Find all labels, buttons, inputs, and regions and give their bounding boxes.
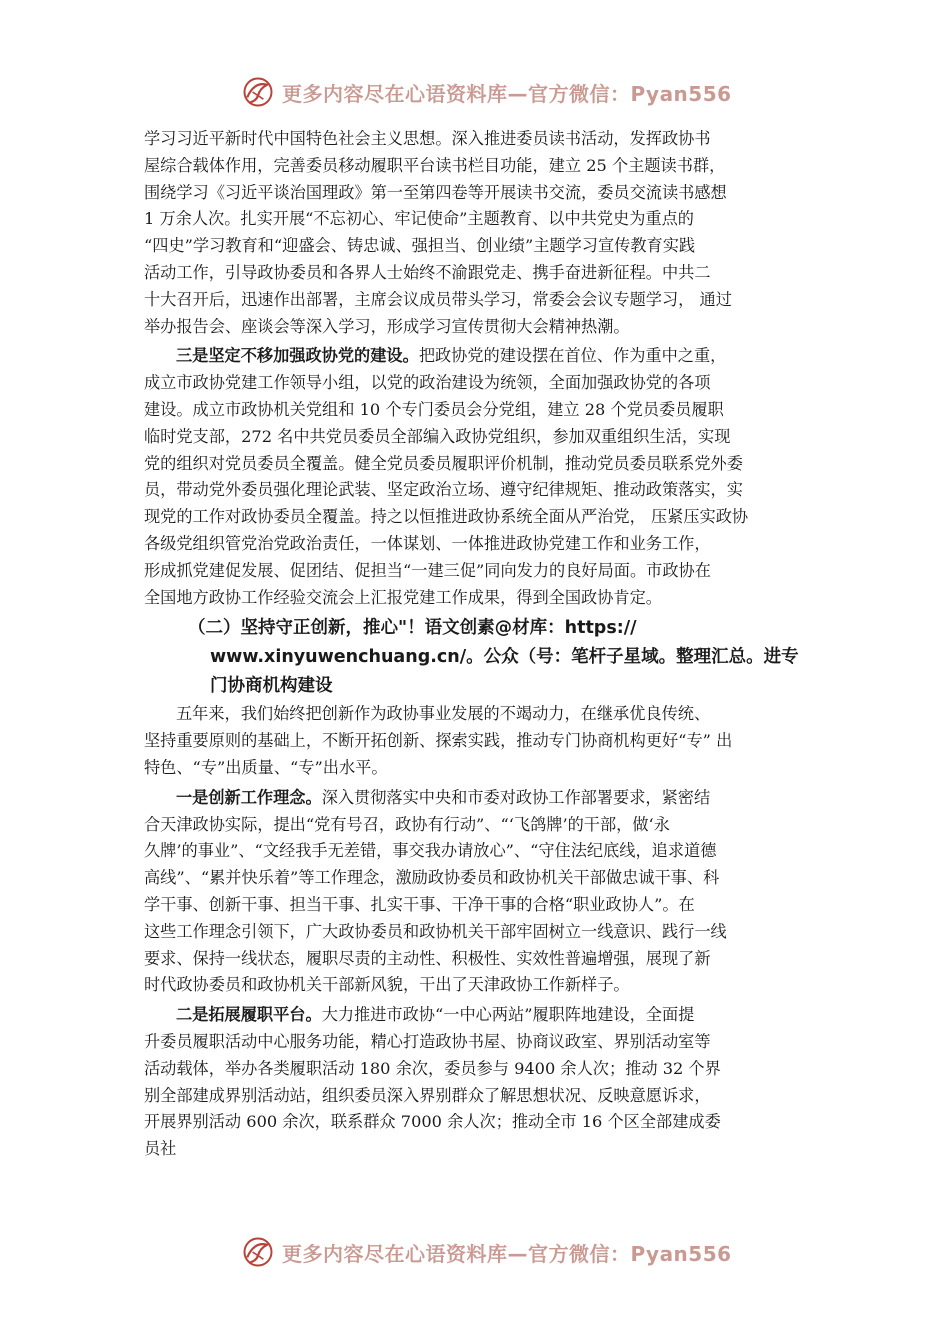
text-line: 形成抓党建促发展、促团结、促担当“一建三促”同向发力的良好局面。市政协在 xyxy=(144,560,711,580)
paragraph-party-building xyxy=(144,343,824,611)
text-line: 久牌’的事业”、“文经我手无差错，事交我办请放心”、“守住法纪底线，追求道德 xyxy=(144,841,717,861)
red-swirl-logo-icon xyxy=(240,74,276,110)
text-line: 员，带动党外委员强化理论武装、坚定政治立场、遵守纪律规矩、推动政策落实，实 xyxy=(144,480,743,500)
heading-line: www.xinyuwenchuang.cn/。公众（号：笔杆子星域。整理汇总。进专 xyxy=(210,647,799,668)
text-line: 现党的工作对政协委员全覆盖。持之以恒推进政协系统全面从严治党， 压紧压实政协 xyxy=(144,507,749,527)
text-line: 学干事、创新干事、担当干事、扎实干事、干净干事的合格“职业政协人”。在 xyxy=(144,894,695,914)
text-line: 开展界别活动 600 余次，联系群众 7000 余人次；推动全市 16 个区全部建成委 xyxy=(144,1112,721,1132)
text-line: 举办报告会、座谈会等深入学习，形成学习宣传贯彻大会精神热潮。 xyxy=(144,316,630,336)
text-line: 活动载体，举办各类履职活动 180 余次，委员参与 9400 余人次；推动 32 个界 xyxy=(144,1058,721,1078)
text-line: 建设。成立市政协机关党组和 10 个专门委员会分党组，建立 28 个党员委员履职 xyxy=(144,399,724,419)
text-line: 时代政协委员和政协机关干部新风貌，干出了天津政协工作新样子。 xyxy=(144,975,630,995)
text-line: 屋综合载体作用，完善委员移动履职平台读书栏目功能，建立 25 个主题读书群， xyxy=(144,155,726,175)
paragraph-platform xyxy=(144,1002,824,1163)
text-line: 围绕学习《习近平谈治国理政》第一至第四卷等开展读书交流，委员交流读书感想 xyxy=(144,182,727,202)
text-line: 1 万余人次。扎实开展“不忘初心、牢记使命”主题教育、以中共党史为重点的 xyxy=(144,209,694,229)
text-line: 十大召开后，迅速作出部署，主席会议成员带头学习，常委会会议专题学习， 通过 xyxy=(144,289,732,309)
text-line: 合天津政协实际，提出“党有号召，政协有行动”、“‘飞鸽牌’的干部，做‘永 xyxy=(144,814,670,834)
text-run: 大力推进市政协“一中心两站”履职阵地建设，全面提 xyxy=(321,1005,695,1025)
document-body xyxy=(144,126,824,1163)
heading-line: （二）坚持守正创新，推心"！语文创素@材库：https:// xyxy=(188,618,637,639)
text-line: 活动工作，引导政协委员和各界人士始终不渝跟党走、携手奋进新征程。中共二 xyxy=(144,262,711,282)
paragraph-lead: 二是拓展履职平台。 xyxy=(176,1005,322,1025)
text-run: 把政协党的建设摆在首位、作为重中之重， xyxy=(418,346,727,366)
text-line xyxy=(144,785,824,812)
watermark-text: 更多内容尽在心语资料库—官方微信：Pyan556 xyxy=(282,81,732,106)
watermark-top xyxy=(240,72,760,112)
text-line: 临时党支部，272 名中共党员委员全部编入政协党组织，参加双重组织生活，实现 xyxy=(144,426,731,446)
text-line xyxy=(144,343,824,370)
text-line: 别全部建成界别活动站，组织委员深入界别群众了解思想状况、反映意愿诉求， xyxy=(144,1085,711,1105)
text-line: 要求、保持一线状态，履职尽责的主动性、积极性、实效性普遍增强，展现了新 xyxy=(144,948,711,968)
paragraph-work-concept xyxy=(144,785,824,999)
red-swirl-logo-icon xyxy=(240,1234,276,1270)
text-line: 员社 xyxy=(144,1139,177,1159)
text-line: 这些工作理念引领下，广大政协委员和政协机关干部牢固树立一线意识、践行一线 xyxy=(144,921,727,941)
text-line: 五年来，我们始终把创新作为政协事业发展的不竭动力，在继承优良传统、 xyxy=(176,704,711,724)
text-run: 深入贯彻落实中央和市委对政协工作部署要求，紧密结 xyxy=(321,787,711,807)
watermark-text: 更多内容尽在心语资料库—官方微信：Pyan556 xyxy=(282,1241,732,1266)
text-line: 成立市政协党建工作领导小组，以党的政治建设为统领，全面加强政协党的各项 xyxy=(144,373,711,393)
text-line: 坚持重要原则的基础上，不断开拓创新、探索实践，推动专门协商机构更好“专” 出 xyxy=(144,731,733,751)
text-line: 特色、“专”出质量、“专”出水平。 xyxy=(144,757,388,777)
text-line: 高线”、“累并快乐着”等工作理念，激励政协委员和政协机关干部做忠诚干事、科 xyxy=(144,868,720,888)
section-heading xyxy=(144,614,824,701)
text-line: 党的组织对党员委员全覆盖。健全党员委员履职评价机制，推动党员委员联系党外委 xyxy=(144,453,743,473)
paragraph-lead: 三是坚定不移加强政协党的建设。 xyxy=(176,346,419,366)
text-line: 学习习近平新时代中国特色社会主义思想。深入推进委员读书活动，发挥政协书 xyxy=(144,129,711,148)
text-line: “四史”学习教育和“迎盛会、铸忠诚、强担当、创业绩”主题学习宣传教育实践 xyxy=(144,236,696,256)
text-line xyxy=(144,1002,824,1029)
paragraph-study xyxy=(144,126,824,340)
text-line: 升委员履职活动中心服务功能，精心打造政协书屋、协商议政室、界别活动室等 xyxy=(144,1031,711,1051)
paragraph-lead: 一是创新工作理念。 xyxy=(176,787,322,807)
text-line: 全国地方政协工作经验交流会上汇报党建工作成果，得到全国政协肯定。 xyxy=(144,587,662,607)
watermark-bottom xyxy=(240,1232,760,1272)
heading-line: 门协商机构建设 xyxy=(210,676,333,697)
text-line: 各级党组织管党治党政治责任，一体谋划、一体推进政协党建工作和业务工作， xyxy=(144,533,711,553)
paragraph-innovation-intro xyxy=(144,701,824,781)
